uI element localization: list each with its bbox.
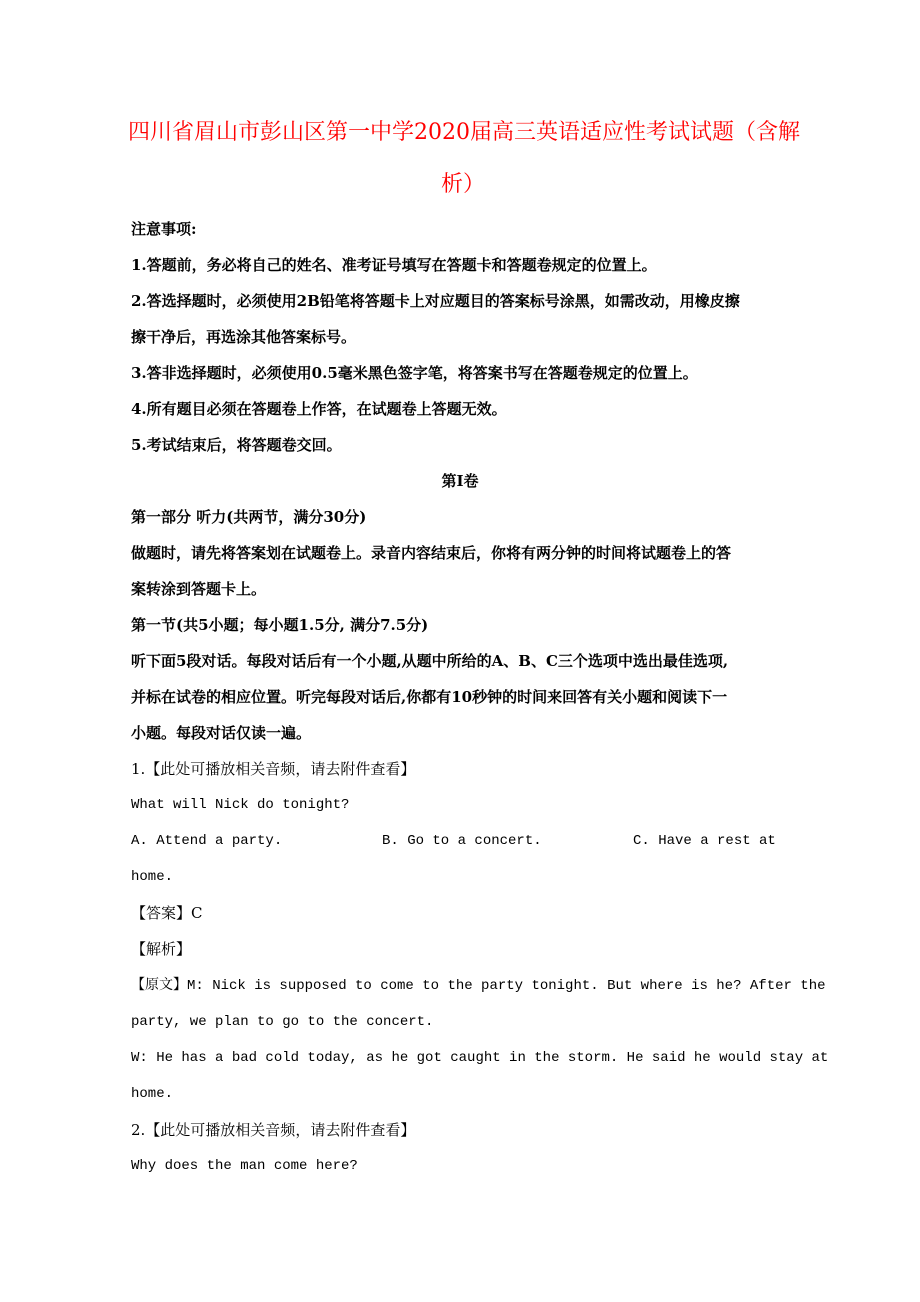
question-1-transcript-line-3: W: He has a bad cold today, as he got caught in the storm. He said he would stay at	[131, 1050, 829, 1066]
question-2-audio-note: 2.【此处可播放相关音频，请去附件查看】	[131, 1121, 416, 1139]
notice-item-2-cont: 擦干净后，再选涂其他答案标号。	[131, 328, 357, 346]
question-1-text: What will Nick do tonight?	[131, 797, 350, 813]
part1-instructions-line-1: 做题时，请先将答案划在试题卷上。录音内容结束后，你将有两分钟的时间将试题卷上的答	[131, 544, 732, 562]
section1-instructions-line-1: 听下面5段对话。每段对话后有一个小题,从题中所给的A、B、C三个选项中选出最佳选项,	[131, 652, 729, 670]
question-1-transcript-line-4: home.	[131, 1086, 174, 1102]
question-2-text: Why does the man come here?	[131, 1158, 358, 1174]
notice-item-5: 5.考试结束后，将答题卷交回。	[131, 436, 342, 454]
question-1-transcript-line-2: party, we plan to go to the concert.	[131, 1014, 434, 1030]
question-1-option-c: C. Have a rest at	[633, 833, 776, 849]
part1-heading: 第一部分 听力(共两节，满分30分)	[131, 508, 367, 526]
section1-instructions-line-3: 小题。每段对话仅读一遍。	[131, 724, 312, 742]
question-1-option-a: A. Attend a party.	[131, 833, 283, 849]
question-1-analysis-label: 【解析】	[131, 940, 192, 958]
part1-instructions-line-2: 案转涂到答题卡上。	[131, 580, 267, 598]
notice-item-1: 1.答题前，务必将自己的姓名、准考证号填写在答题卡和答题卷规定的位置上。	[131, 256, 657, 274]
section1-heading: 第一节(共5小题；每小题1.5分, 满分7.5分)	[131, 616, 429, 634]
question-1-option-c-cont: home.	[131, 869, 174, 885]
document-title-line-2: 析）	[440, 172, 485, 197]
section1-instructions-line-2: 并标在试卷的相应位置。听完每段对话后,你都有10秒钟的时间来回答有关小题和阅读下一	[131, 688, 728, 706]
notice-heading: 注意事项:	[131, 220, 197, 238]
document-title-line-1: 四川省眉山市彭山区第一中学2020届高三英语适应性考试试题（含解	[128, 120, 800, 145]
question-1-answer: 【答案】C	[131, 904, 203, 922]
notice-item-2: 2.答选择题时，必须使用2B铅笔将答题卡上对应题目的答案标号涂黑，如需改动，用橡皮擦	[131, 292, 740, 310]
question-1-audio-note: 1.【此处可播放相关音频，请去附件查看】	[131, 760, 416, 778]
volume-heading: 第Ⅰ卷	[441, 472, 479, 490]
notice-item-3: 3.答非选择题时，必须使用0.5毫米黑色签字笔，将答案书写在答题卷规定的位置上。	[131, 364, 698, 382]
notice-item-4: 4.所有题目必须在答题卷上作答，在试题卷上答题无效。	[131, 400, 507, 418]
question-1-transcript-line-1: 【原文】M: Nick is supposed to come to the party tonight. But where is he? After the	[131, 978, 826, 994]
question-1-option-b: B. Go to a concert.	[382, 833, 542, 849]
